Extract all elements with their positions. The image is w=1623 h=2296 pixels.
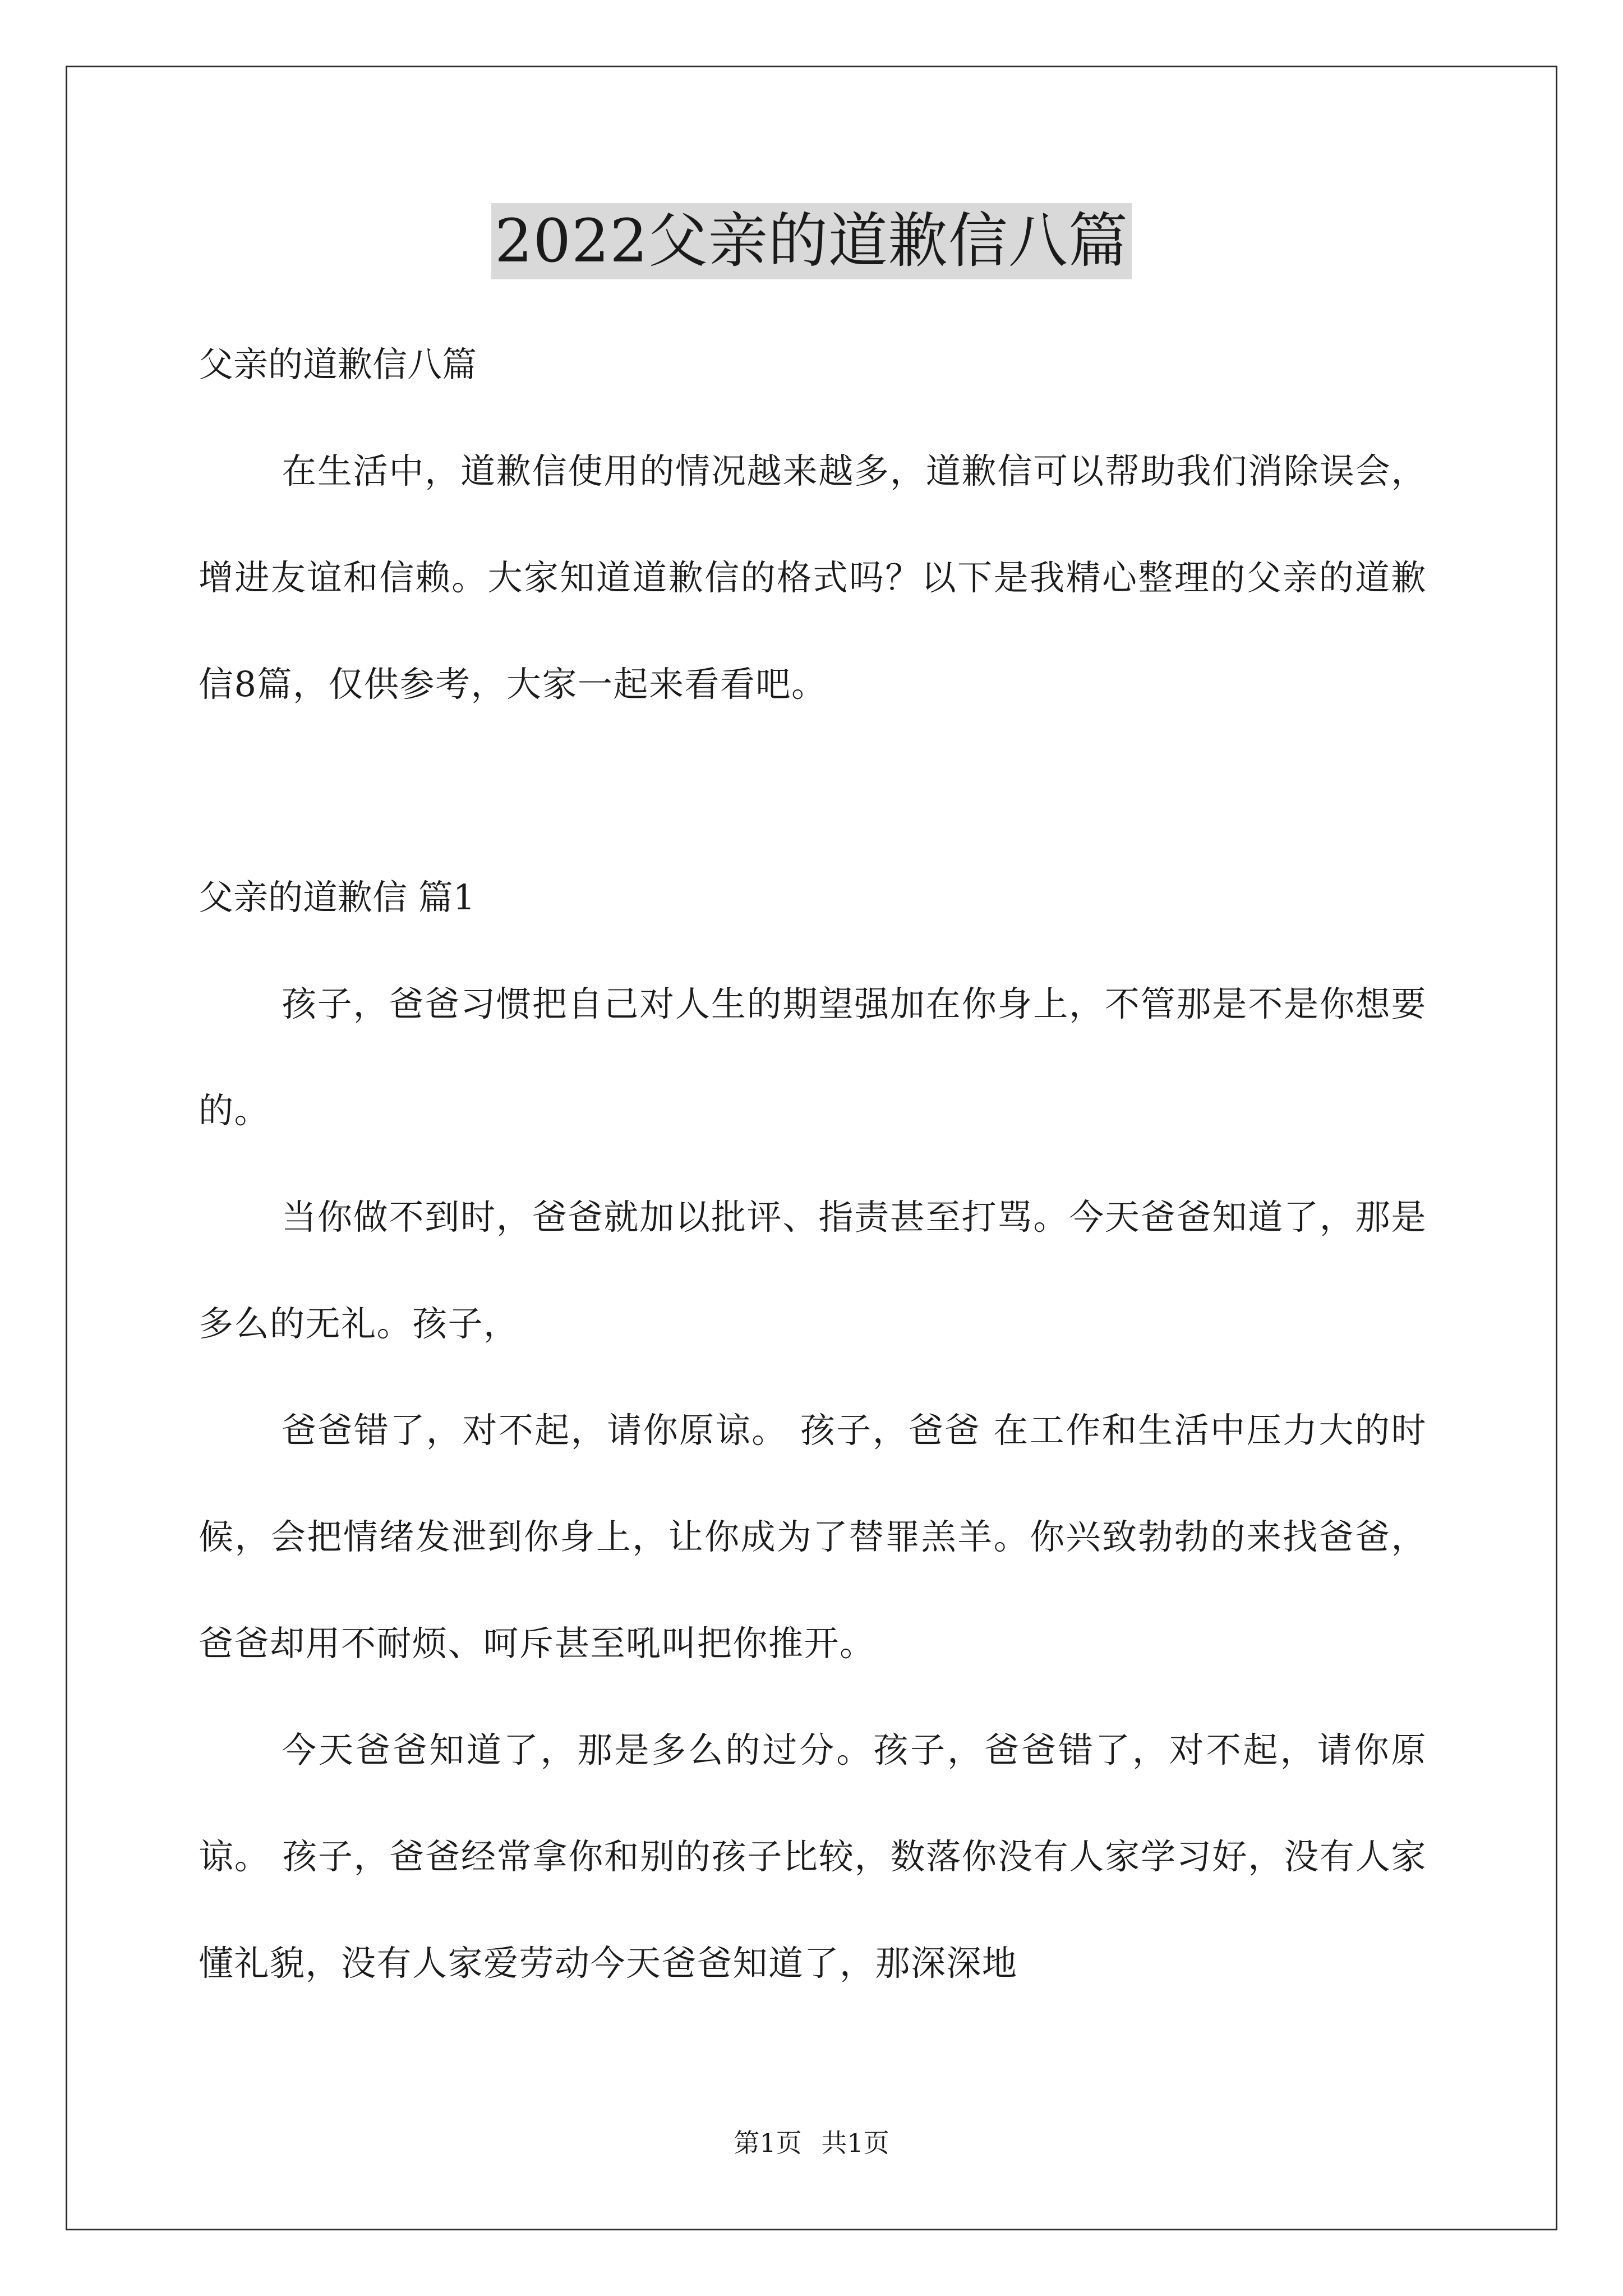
paragraph-3: 爸爸错了，对不起，请你原谅。 孩子，爸爸 在工作和生活中压力大的时候，会把情绪发泄到你身上，让你成为了替罪羔羊。你兴致勃勃的来找爸爸，爸爸却用不耐烦、呵斥甚至吼叫把你推开。 <box>199 1410 1427 1664</box>
page-total: 共1页 <box>821 2128 889 2158</box>
page-number: 第1页 <box>734 2128 802 2158</box>
intro-paragraph: 在生活中，道歉信使用的情况越来越多，道歉信可以帮助我们消除误会，增进友谊和信赖。大家知道道歉信的格式吗？以下是我精心整理的父亲的道歉信8篇，仅供参考，大家一起来看看吧。 <box>199 450 1427 705</box>
page-footer <box>0 2126 1623 2160</box>
paragraph-2: 当你做不到时，爸爸就加以批评、指责甚至打骂。今天爸爸知道了，那是多么的无礼。孩子， <box>199 1197 1427 1344</box>
document-title: 2022父亲的道歉信八篇 <box>491 203 1132 279</box>
spacer <box>199 738 1427 844</box>
paragraph-1: 孩子，爸爸习惯把自己对人生的期望强加在你身上，不管那是不是你想要的。 <box>199 983 1427 1131</box>
section-heading: 父亲的道歉信 篇1 <box>199 877 476 918</box>
subtitle: 父亲的道歉信八篇 <box>199 344 477 385</box>
title-container <box>0 203 1623 279</box>
document-body <box>199 311 1427 2017</box>
paragraph-4: 今天爸爸知道了，那是多么的过分。孩子，爸爸错了，对不起，请你原谅。 孩子，爸爸经常拿你和别的孩子比较，数落你没有人家学习好，没有人家懂礼貌，没有人家爱劳动今天爸爸知道了，那深深地 <box>199 1729 1427 1984</box>
